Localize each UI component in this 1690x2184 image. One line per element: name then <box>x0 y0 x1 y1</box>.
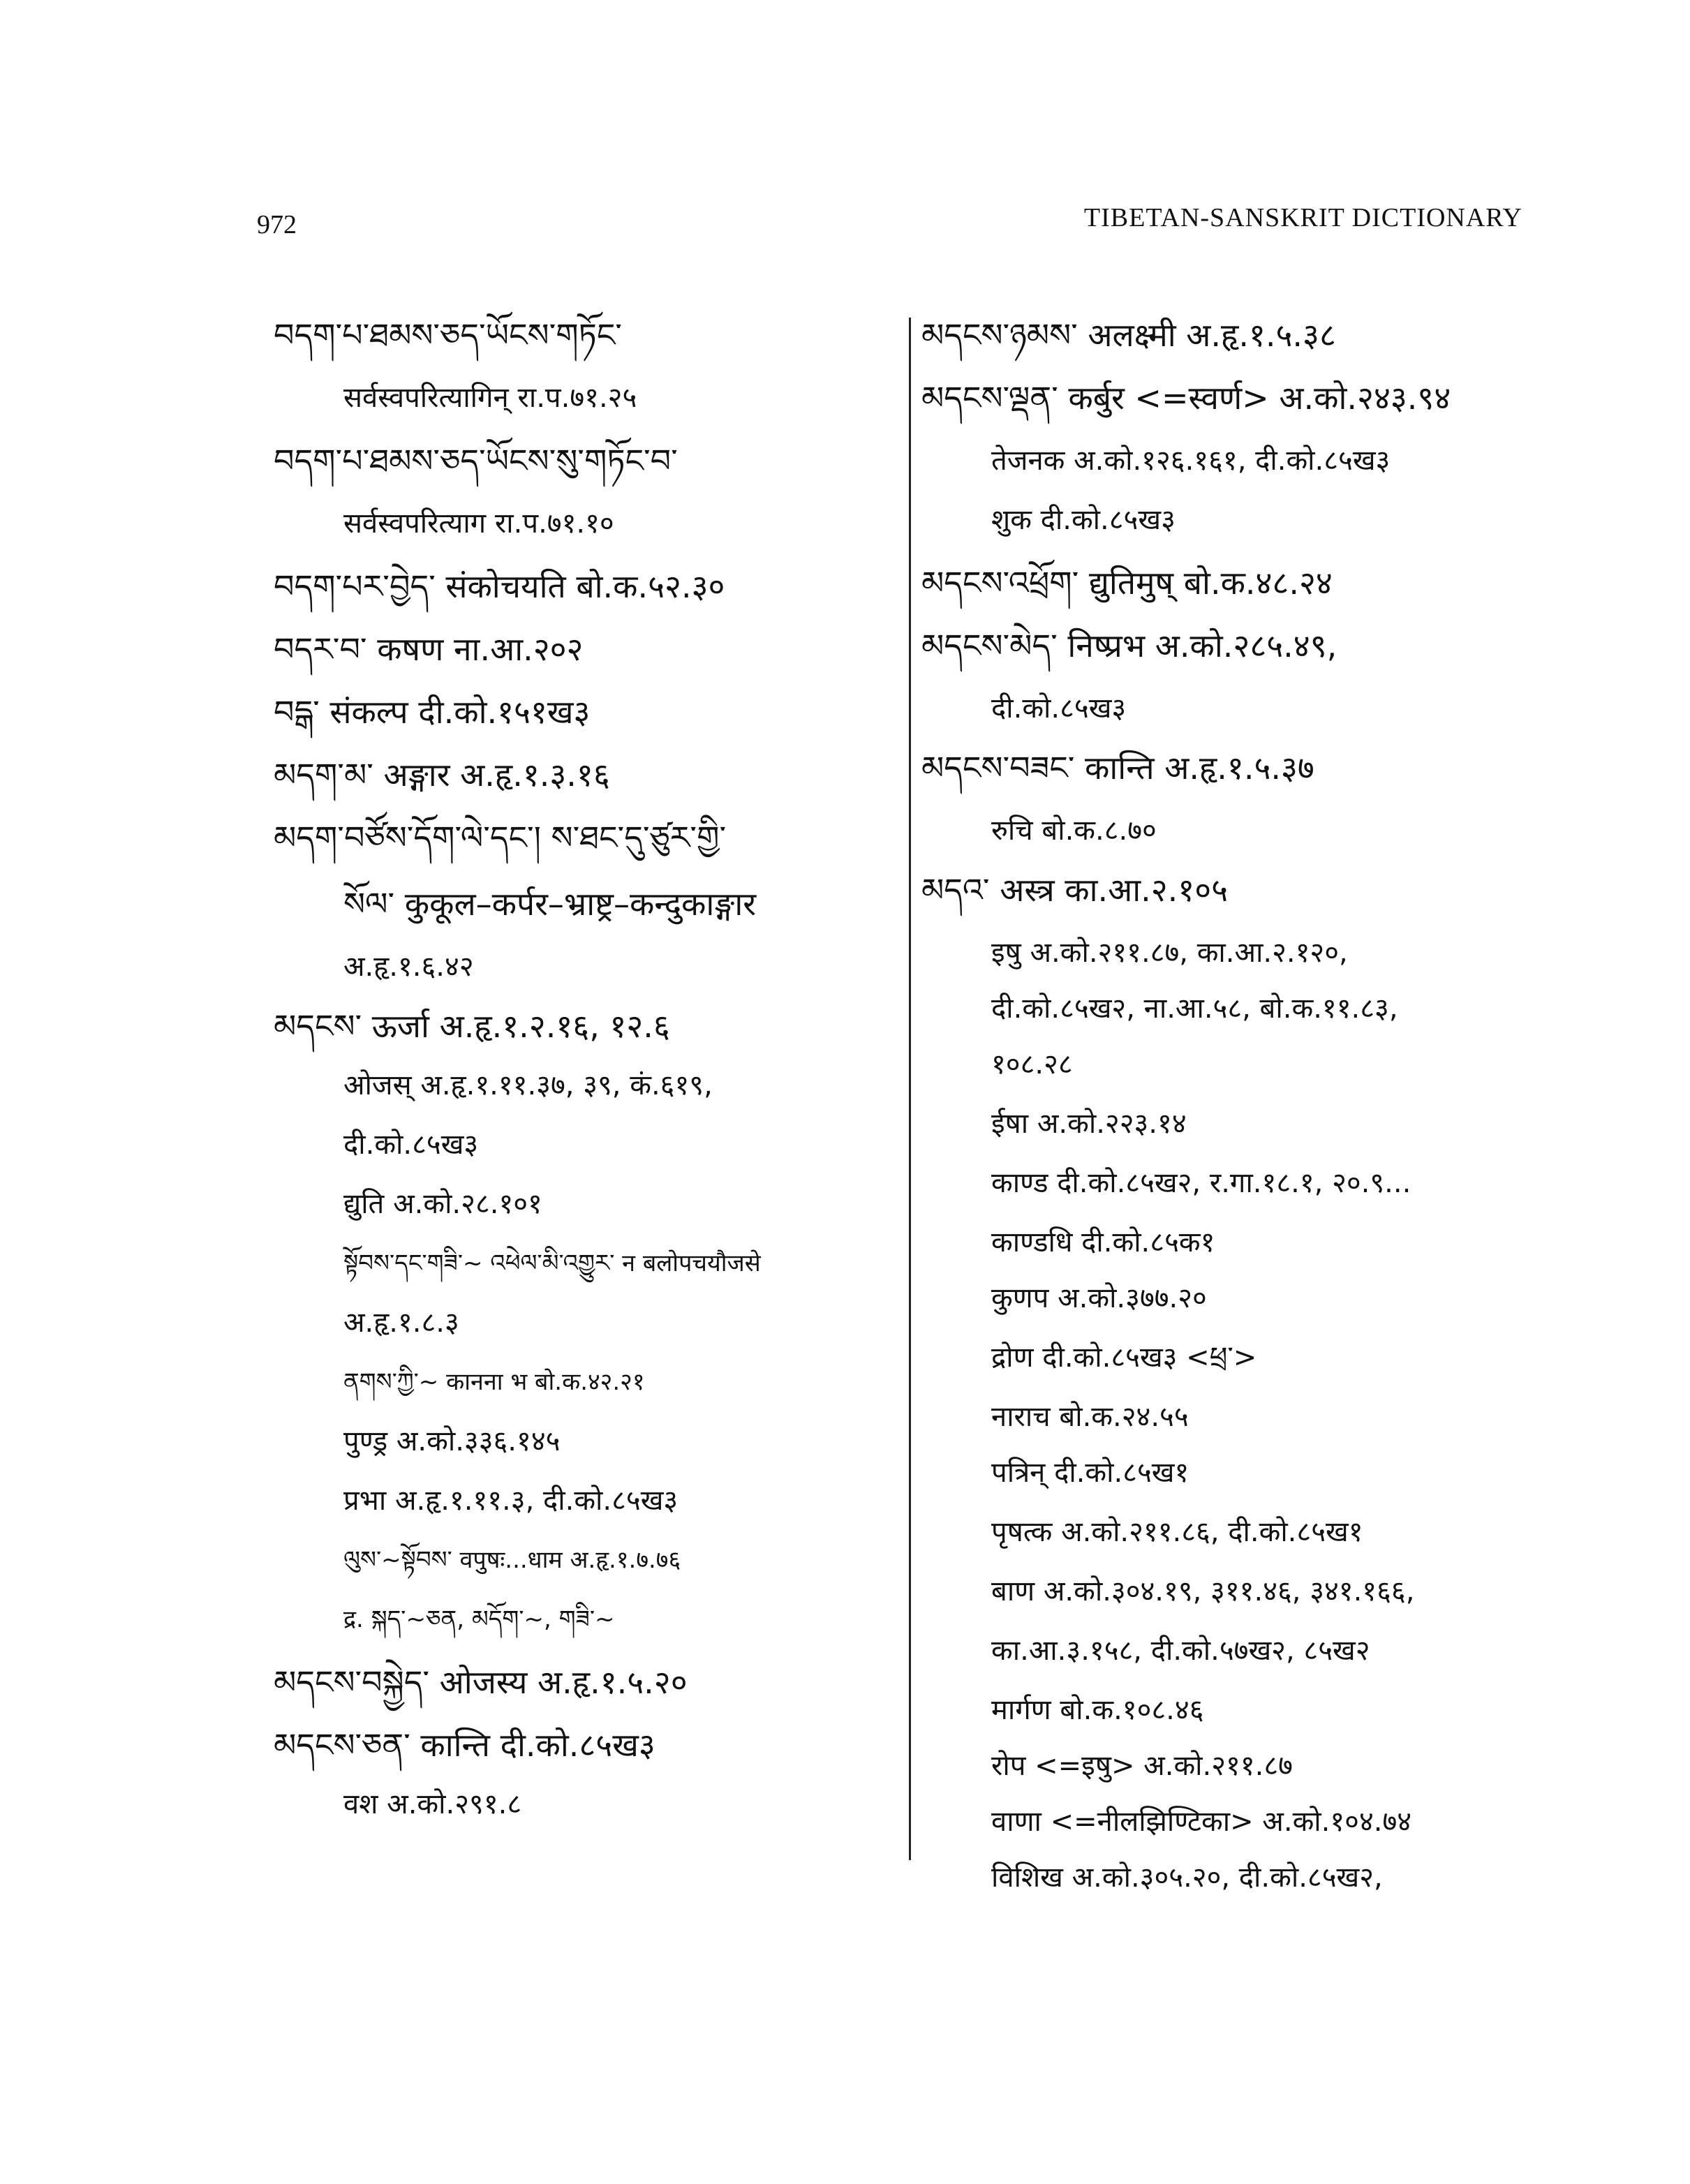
entry-line: दी.को.८५ख३ <box>991 692 1127 725</box>
entry-line: इषु अ.को.२११.८७, का.आ.२.१२०, <box>991 937 1348 969</box>
entry-line: सर्वस्वपरित्यागिन् रा.प.७१.२५ <box>343 382 637 414</box>
entry-line: काण्ड दी.को.८५ख२, र.गा.१८.१, २०.९... <box>991 1167 1411 1199</box>
column-divider <box>909 318 911 1860</box>
entry-line: सर्वस्वपरित्याग रा.प.७१.१० <box>343 507 614 540</box>
entry-line: तेजनक अ.को.१२६.१६१, दी.को.८५ख३ <box>991 445 1391 477</box>
entry-line: द्युति अ.को.२८.१०१ <box>343 1188 542 1220</box>
entry-line: བདག་པར་བྱེད་ संकोचयति बो.क.५२.३० <box>274 567 725 605</box>
entry-line: मार्गण बो.क.१०८.४६ <box>991 1694 1204 1726</box>
entry-line: མདངས་མེད་ निष्प्रभ अ.को.२८५.४९, <box>921 627 1337 664</box>
entry-line: མདངས་བཟང་ कान्ति अ.हृ.१.५.३७ <box>921 749 1314 787</box>
entry-line: बाण अ.को.३०४.१९, ३११.४६, ३४१.१६६, <box>991 1575 1415 1607</box>
entry-line: མདངས་འཕྲོག་ द्युतिमुष् बो.क.४८.२४ <box>921 564 1333 602</box>
entry-line: दी.को.८५ख२, ना.आ.५८, बो.क.११.८३, <box>991 993 1398 1025</box>
entry-line: མདངས་ཉམས་ अलक्ष्मी अ.हृ.१.५.३८ <box>921 316 1336 354</box>
entry-line: བདར་བ་ कषण ना.आ.२०२ <box>274 630 584 668</box>
entry-line: अ.हृ.१.८.३ <box>343 1307 459 1339</box>
entry-line: སོལ་ कुकूल–कर्पर–भ्राष्ट्र–कन्दुकाङ्गार <box>343 885 757 923</box>
entry-line: प्रभा अ.हृ.१.११.३, दी.को.८५ख३ <box>343 1485 679 1517</box>
entry-line: མདངས་བསྐྱེད་ ओजस्य अ.हृ.१.५.२० <box>274 1663 688 1701</box>
running-title: TIBETAN-SANSKRIT DICTIONARY <box>1083 203 1522 232</box>
entry-line: བདག་པ་ཐམས་ཅད་ཡོངས་གཏོང་ <box>274 316 622 354</box>
entry-line: द्रोण दी.को.८५ख३ <ཕྲ་> <box>991 1342 1257 1374</box>
entry-line: མདག་བཙོས་དོག་ལེ་དང་། ས་ཐང་དུ་ཙུར་གྱི་ <box>274 819 727 856</box>
entry-line: མདངས་ཅན་ कान्ति दी.को.८५ख३ <box>274 1726 655 1764</box>
entry-line: काण्डधि दी.को.८५क१ <box>991 1226 1215 1258</box>
entry-line: रोप <=इषु> अ.को.२११.८७ <box>991 1750 1293 1782</box>
entry-line: ལུས་~སྟོབས་ वपुषः...धाम अ.हृ.१.७.७६ <box>343 1546 681 1574</box>
entry-line: ओजस् अ.हृ.१.११.३७, ३९, कं.६१९, <box>343 1069 713 1101</box>
entry-line: བདག་པ་ཐམས་ཅད་ཡོངས་སུ་གཏོང་བ་ <box>274 442 678 480</box>
entry-line: दी.को.८५ख३ <box>343 1129 479 1161</box>
entry-line: ནགས་ཀྱི་~ कानना भ बो.क.४२.२१ <box>343 1368 645 1396</box>
entry-line: पत्रिन् दी.को.८५ख१ <box>991 1457 1189 1489</box>
entry-line: विशिख अ.को.३०५.२०, दी.को.८५ख२, <box>991 1862 1383 1894</box>
entry-line: སྟོབས་དང་གཟི་~ འཕེལ་མི་འགྱུར་ न बलोपचयौजसे <box>343 1249 761 1277</box>
entry-line: द्र. སྐད་~ཅན, མདོག་~, གཟི་~ <box>343 1605 615 1633</box>
entry-line: शुक दी.को.८५ख३ <box>991 504 1176 536</box>
entry-line: का.आ.३.१५८, दी.को.५७ख२, ८५ख२ <box>991 1635 1370 1667</box>
entry-line: कुणप अ.को.३७७.२० <box>991 1282 1207 1314</box>
entry-line: १०८.२८ <box>991 1048 1073 1080</box>
entry-line: नाराच बो.क.२४.५५ <box>991 1401 1189 1433</box>
page-number: 972 <box>257 210 297 239</box>
entry-line: མདག་མ་ अङ्गार अ.हृ.१.३.१६ <box>274 756 610 794</box>
entry-line: མདངས་ལྡན་ कर्बुर <=स्वर्ण> अ.को.२४३.९४ <box>921 379 1451 417</box>
entry-line: पृषत्क अ.को.२११.८६, दी.को.८५ख१ <box>991 1516 1363 1548</box>
entry-line: अ.हृ.१.६.४२ <box>343 951 474 983</box>
entry-line: བདྒ་ संकल्प दी.को.१५१ख३ <box>274 693 591 731</box>
entry-line: མདངས་ ऊर्जा अ.हृ.१.२.१६, १२.६ <box>274 1007 670 1045</box>
entry-line: वाणा <=नीलझिण्टिका> अ.को.१०४.७४ <box>991 1806 1412 1838</box>
entry-line: མདའ་ अस्त्र का.आ.२.१०५ <box>921 871 1229 909</box>
entry-line: ईषा अ.को.२२३.१४ <box>991 1108 1187 1140</box>
entry-line: वश अ.को.२९१.८ <box>343 1788 522 1820</box>
entry-line: रुचि बो.क.८.७० <box>991 815 1157 847</box>
entry-line: पुण्ड्र अ.को.३३६.१४५ <box>343 1425 561 1457</box>
